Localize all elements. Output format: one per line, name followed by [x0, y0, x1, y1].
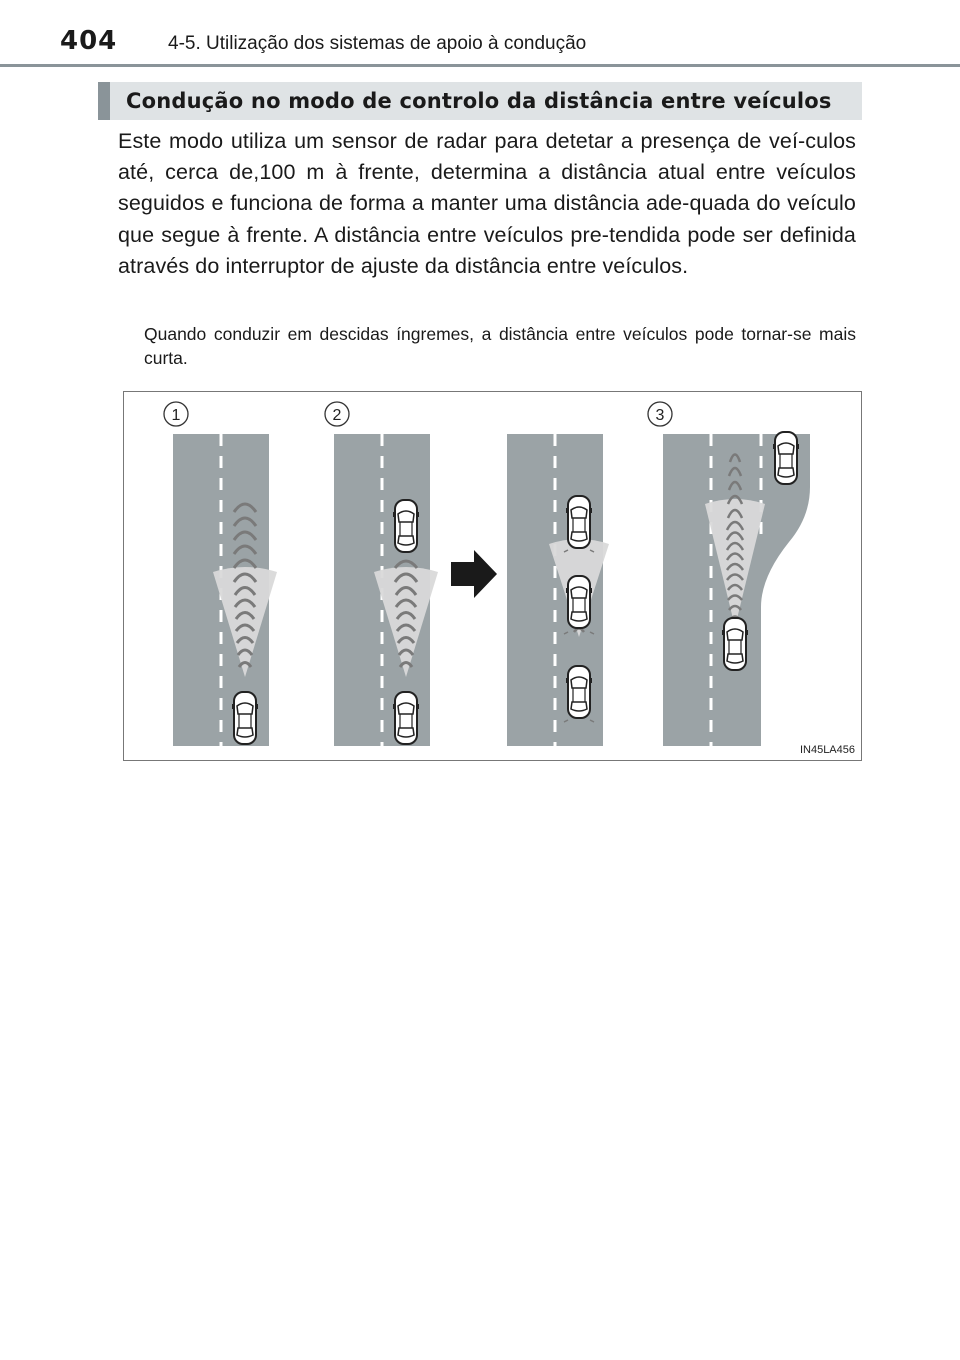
car-middle-scene-2b [566, 576, 592, 628]
label-1: 1 [171, 407, 181, 424]
body-paragraph: Este modo utiliza um sensor de radar para detetar a presença de veí-culos até, cerca de,100 m à frente, determina a distância atual entre veículos seguidos e funciona de forma a manter uma distância ade-quada do veículo que segue à frente. A distância entre veículos pre-tendida pode ser definida através do interruptor de ajuste da distância entre veículos. [118, 129, 856, 278]
header-rule [0, 64, 960, 67]
label-circle-3 [648, 402, 672, 426]
car-merging-scene-3 [773, 432, 799, 484]
page-number: 404 [60, 26, 118, 56]
arrow-right-icon [451, 550, 497, 598]
car-ahead-scene-2b [566, 496, 592, 548]
figure-code: IN45LA456 [799, 744, 855, 756]
car-own-scene-3 [722, 618, 748, 670]
note-paragraph: Quando conduzir em descidas íngremes, a distância entre veículos pode tornar-se mais curta. [144, 324, 856, 368]
section-path: 4-5. Utilização dos sistemas de apoio à condução [168, 33, 587, 54]
label-circle-1 [164, 402, 188, 426]
section-heading: Condução no modo de controlo da distância entre veículos [126, 89, 832, 113]
road-diagram [124, 392, 863, 762]
car-ahead-scene-2 [393, 500, 419, 552]
label-2: 2 [332, 407, 342, 424]
car-own-scene-2 [393, 692, 419, 744]
illustration-figure [123, 391, 862, 761]
car-own-scene-1 [232, 692, 258, 744]
car-rear-scene-2b [566, 666, 592, 718]
section-heading-box [98, 82, 862, 120]
label-3: 3 [655, 407, 665, 424]
label-circle-2 [325, 402, 349, 426]
